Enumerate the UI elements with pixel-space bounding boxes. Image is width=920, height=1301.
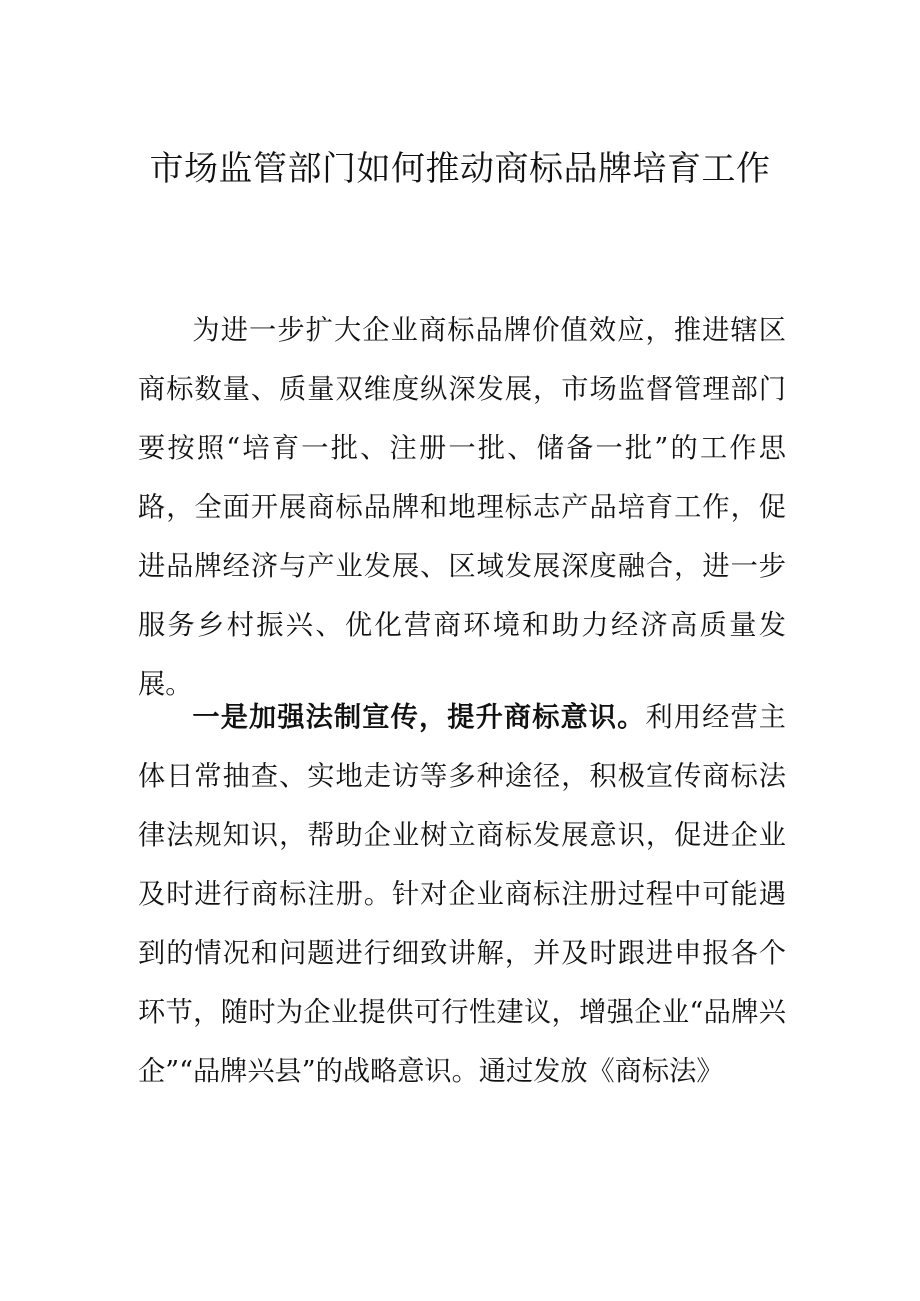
paragraph-point-one-heading: 一是加强法制宣传，提升商标意识。 xyxy=(192,701,646,733)
paragraph-point-one xyxy=(138,688,786,1101)
paragraph-intro-text: 为进一步扩大企业商标品牌价值效应，推进辖区商标数量、质量双维度纵深发展，市场监督管理部门要按照“培育一批、注册一批、储备一批”的工作思路，全面开展商标品牌和地理标志产品培育工作，促进品牌经济与产业发展、区域发展深度融合，进一步服务乡村振兴、优化营商环境和助力经济高质量发展。 xyxy=(138,315,786,700)
paragraph-intro xyxy=(138,301,786,714)
document-title: 市场监管部门如何推动商标品牌培育工作 xyxy=(149,149,771,189)
paragraph-point-one-text: 利用经营主体日常抽查、实地走访等多种途径，积极宣传商标法律法规知识，帮助企业树立商标发展意识，促进企业及时进行商标注册。针对企业商标注册过程中可能遇到的情况和问题进行细致讲解，并及时跟进申报各个环节，随时为企业提供可行性建议，增强企业“品牌兴企”“品牌兴县”的战略意识。通过发放《商标法》 xyxy=(138,702,786,1087)
